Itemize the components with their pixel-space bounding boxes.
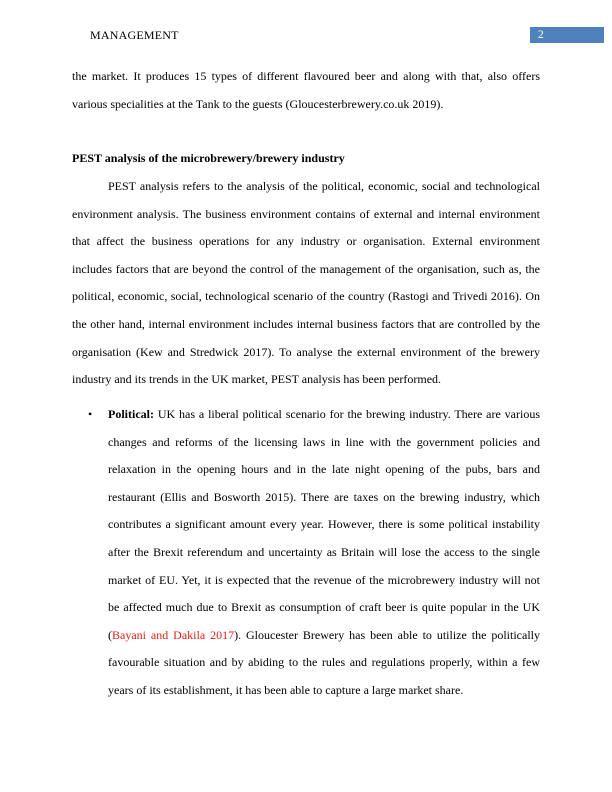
page-number: 2	[530, 27, 604, 43]
bullet-text-part-2: ). Gloucester Brewery has been able to utilize the politically favourable situation and by abiding to the rules and regulations properly, within a few years of its establishment, it has been able to capture a large market share.	[108, 627, 540, 697]
bullet-point-icon: •	[88, 407, 93, 421]
bullet-item-political	[108, 401, 540, 705]
section-heading: PEST analysis of the microbrewery/brewery industry	[72, 151, 345, 165]
highlighted-citation: Bayani and Dakila 2017	[112, 627, 235, 642]
running-head-title: MANAGEMENT	[90, 28, 179, 42]
paragraph-pest-overview: PEST analysis refers to the analysis of the political, economic, social and technological environment analysis. The business environment contains of external and internal environment that affect the business operations for any industry or organisation. External environment includes factors that are beyond the control of the management of the organisation, such as, the political, economic, social, technological scenario of the country (Rastogi and Trivedi 2016). On the other hand, internal environment includes internal business factors that are controlled by the organisation (Kew and Stredwick 2017). To analyse the external environment of the brewery industry and its trends in the UK market, PEST analysis has been performed.	[72, 179, 540, 387]
bullet-term: Political:	[108, 407, 154, 421]
bullet-text-part-1: UK has a liberal political scenario for the brewing industry. There are various changes and reforms of the licensing laws in line with the government policies and relaxation in the opening hours and in the late night opening of the pubs, bars and restaurant (Ellis and Bosworth 2015). There are taxes on the brewing industry, which contributes a significant amount every year. However, there is some political instability after the Brexit referendum and uncertainty as Britain will lose the access to the single market of EU. Yet, it is expected that the revenue of the microbrewery industry will not be affected much due to Brexit as consumption of craft beer is quite popular in the UK (	[108, 407, 540, 642]
paragraph-intro-continuation: the market. It produces 15 types of different flavoured beer and along with that, also offers various specialities at the Tank to the guests (Gloucesterbrewery.co.uk 2019).	[72, 69, 540, 111]
